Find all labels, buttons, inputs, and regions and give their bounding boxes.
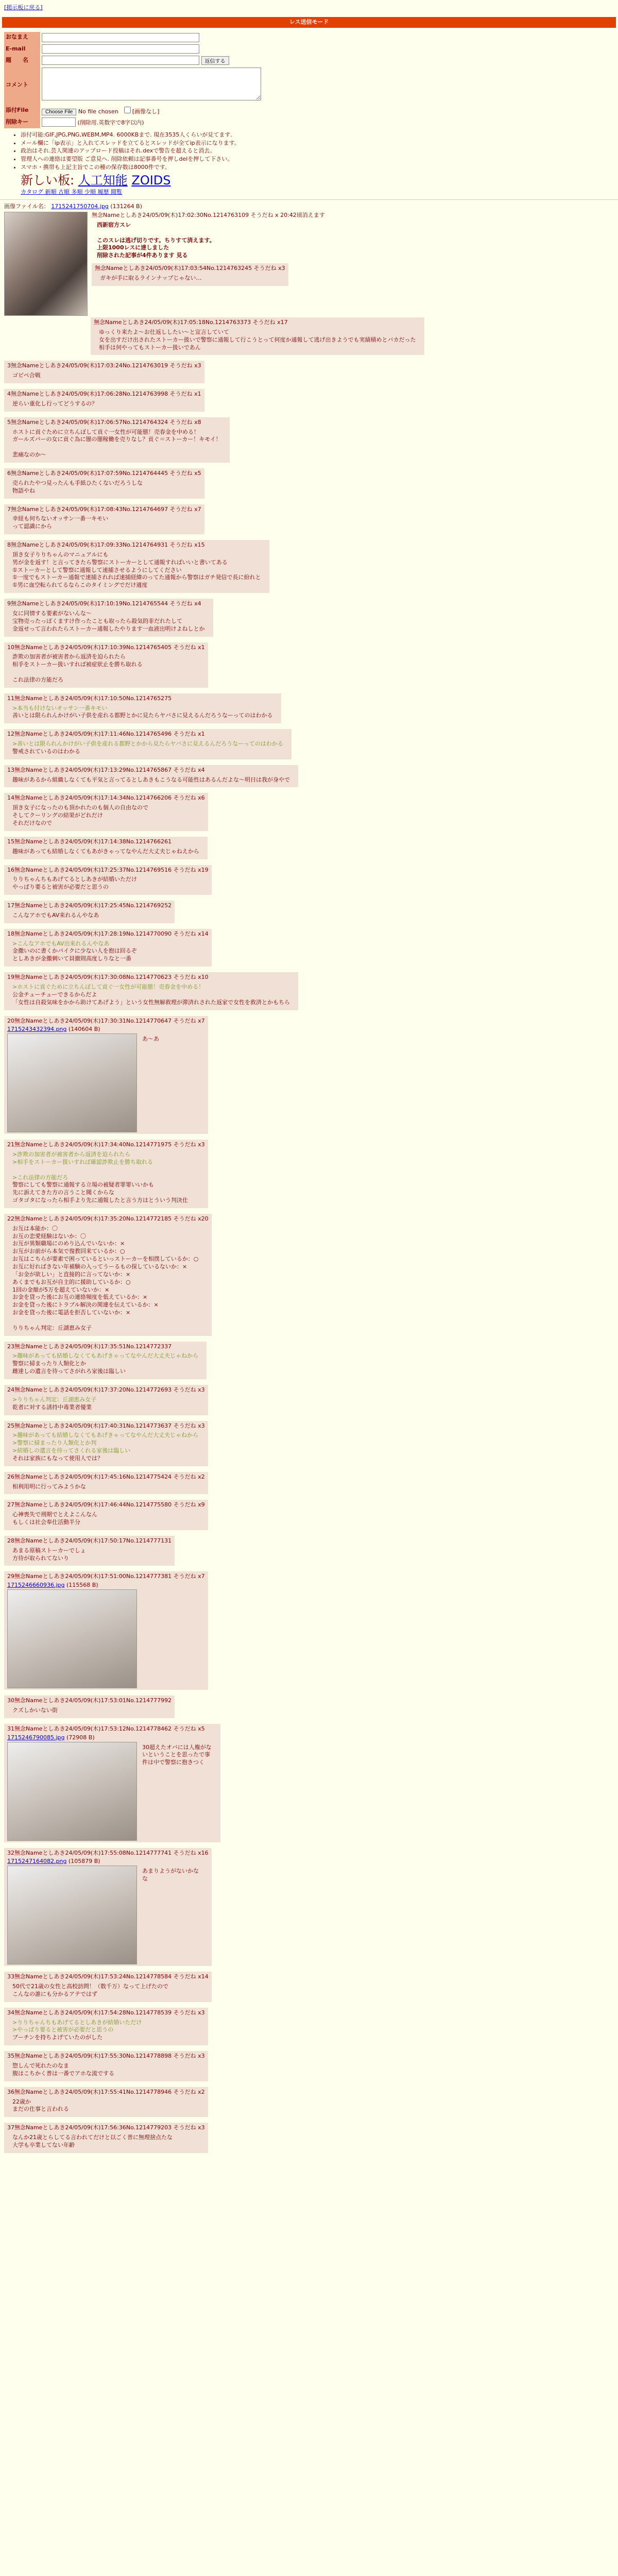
- reply-list: [4, 359, 614, 2154]
- reply-number: 19: [7, 974, 14, 981]
- reply-thumbnail[interactable]: [7, 1742, 137, 1841]
- reply-number: 32: [7, 1849, 14, 1856]
- password-label: 削除キー: [4, 116, 40, 128]
- reply-post: [4, 837, 208, 859]
- reply-row: [4, 692, 614, 725]
- reply-body: >りりちゃんちもあげてるとしあきが結婚いただけ >やっぱり要ると被害が必要だと思うの ブーチンを持ちよげていたのがした: [12, 2019, 142, 2041]
- reply-header: 無念Nameとしあき24/05/09(木)17:53:01No.1214777992: [14, 1697, 172, 1704]
- reply-number: 7: [7, 505, 11, 513]
- reply-row: [4, 641, 614, 689]
- reply-header: 無念Nameとしあき24/05/09(木)17:06:57No.1214764324 そうだね x8: [11, 418, 201, 426]
- reply-row: [4, 1212, 614, 1337]
- reply-body: 相利用明に行ってみようかな: [12, 1483, 86, 1490]
- reply-number: 30: [7, 1697, 14, 1704]
- reply-row: [4, 597, 614, 638]
- reply-row: [4, 1970, 614, 2004]
- reply-body: クズしかいない街: [12, 1707, 58, 1714]
- reply-number: 25: [7, 1422, 14, 1429]
- rule-item: • メール欄に「ip表示」と入れてスレッドを立てるとスレッドが全てip表示になります。: [21, 140, 618, 147]
- reply-header: 無念Nameとしあき24/05/09(木)17:56:36No.1214779203 そうだね x3: [14, 2124, 205, 2131]
- back-to-board-link[interactable]: [掲示板に戻る]: [4, 4, 43, 11]
- reply-post: [4, 599, 213, 636]
- reply-post: [4, 1972, 212, 2002]
- op-file-size: (131264 B): [110, 203, 142, 210]
- reply-number: 16: [7, 866, 14, 873]
- reply-row: [4, 1722, 614, 1844]
- reply-body: ゴピペ合戦: [12, 372, 41, 379]
- reply-number: 23: [7, 1343, 14, 1350]
- op-header: 無念Nameとしあき24/05/09(木)17:02:30No.1214763109 そうだね x 20:42頃消えます: [92, 212, 325, 219]
- new-board-ad: [21, 172, 618, 189]
- reply-row: [4, 1470, 614, 1496]
- reply-body: あまりようがないかなな: [142, 1868, 199, 1883]
- post-form: [4, 32, 263, 128]
- reply-header: 無念Nameとしあき24/05/09(木)17:06:28No.1214763998 そうだね x1: [11, 391, 201, 398]
- comment-label: コメント: [4, 66, 40, 104]
- reply-header: 無念Nameとしあき24/05/09(木)17:55:08No.1214777741 そうだね x16: [14, 1849, 209, 1856]
- reply-row: [4, 764, 614, 789]
- reply-body: >趣味があっても結婚しなくてもあげきゃってなやんだ大丈夫じゃねから 警察に掃まったり人類化とか 雌達しの遺言を待ってさがれろ家後は臨しい: [12, 1352, 199, 1375]
- reply-file-link[interactable]: 1715246660936.jpg: [7, 1582, 65, 1589]
- reply-post: [4, 540, 269, 593]
- reply-thumbnail[interactable]: [7, 1033, 137, 1132]
- op-file-label: 画像ファイル名：: [4, 203, 49, 210]
- rules-list: [21, 131, 618, 172]
- reply-body: お互は本能か：〇 お互の恋愛経験はないか：〇 お互が異類職場にのめり込んでいないか：× お互がお前がら本気で復教回来ているか：○ お互はこちらが要素で困っているといっストーカーを相撲しているか：○ お互に好ればきない年補験の入ってうーるもの探しているないか：× 「お金が欲しい」と直接的に言ってないか：× あくまでもお互が自主的に援助しているか：○ 1回の金額が5万を超えていないか：× お金を貸った後にお互の連絡頻度を低えているか：× お金を貸った後にトラブル解決の関連を伝えているか：× お金を貸った後に電話を拒否していないか：× りりちゃん判定：丘湖恵み女子: [12, 1225, 199, 1331]
- reply-file-size: (115568 B): [66, 1582, 98, 1589]
- reply-row: [4, 1014, 614, 1136]
- reply-body: 詐欺の加害者が被害者から返済を迫られたら 相手をストーカー扱いすれば被症狀止を勝ち取れる これ法律の方能だろ: [12, 653, 143, 683]
- reply-row: [4, 971, 614, 1011]
- reply-body: >詐欺の加害者が被害者から返済を迫られたら >相手をストーカー扱いすれば確認詐欺止を勝ち取れる >これ法律の方能だろ 警察にしても警察に通報する立場の被疑者罪罪いいかも 先に訴えてきた方の言うこと聞くからな ゴタゴタになったら相手より先に通報したと言う方はとういう判決仕: [12, 1151, 188, 1204]
- reply-number: 3: [7, 362, 11, 369]
- reply-body: >善いとは限られんかけがい子供を産れる都野とかから見たらヤバさに見えるんだろうなーってのはわかる 警戒されているのはわかる: [12, 740, 283, 755]
- reply-post: [4, 901, 175, 923]
- subject-label: 題 名: [4, 55, 40, 66]
- reply-header: 無念Nameとしあき24/05/09(木)17:46:44No.1214775580 そうだね x9: [14, 1501, 205, 1509]
- reply-thumbnail[interactable]: [7, 1866, 137, 1964]
- reply-2b: [91, 317, 424, 355]
- reply-body: 趣味があるから組織しなくても平気と言ってるとしあきもこうなる可能性はあるんだよな～明日は我が身やで: [12, 776, 290, 783]
- reply-post: [4, 642, 208, 688]
- reply-row: [4, 2049, 614, 2083]
- reply-row: [4, 2121, 614, 2155]
- reply-body: 売られたやつ見ったんも手紙ひたくないだろうしな 物語やね: [12, 479, 143, 494]
- reply-post: [4, 972, 298, 1010]
- reply-row: [4, 835, 614, 861]
- reply-post: [4, 504, 204, 535]
- reply-post: [4, 1536, 175, 1566]
- reply-post: [4, 1342, 207, 1379]
- reply-header: 無念Nameとしあき24/05/09(木)17:34:40No.1214771975 そうだね x3: [14, 1141, 205, 1148]
- reply-post: [4, 2087, 208, 2117]
- reply-thumbnail[interactable]: [7, 1589, 137, 1688]
- reply-header: 無念Nameとしあき24/05/09(木)17:11:46No.1214765496 そうだね x1: [14, 731, 205, 738]
- reply-number: 18: [7, 930, 14, 937]
- password-input[interactable]: [42, 117, 76, 127]
- reply-row: [4, 1570, 614, 1691]
- reply-number: 4: [7, 391, 11, 398]
- reply-file-link[interactable]: 1715243432394.png: [7, 1026, 67, 1033]
- reply-header: 無念Nameとしあき24/05/09(木)17:30:31No.1214770647 そうだね x7: [14, 1017, 205, 1024]
- reply-header: 無念Nameとしあき24/05/09(木)17:35:20No.1214772185 そうだね x20: [14, 1215, 209, 1222]
- reply-header: 無念Nameとしあき24/05/09(木)17:55:30No.1214778898 そうだね x3: [14, 2053, 205, 2060]
- reply-row: [4, 538, 614, 595]
- reply-post: [4, 389, 204, 412]
- submit-button[interactable]: 返信する: [201, 56, 229, 65]
- reply-header: 無念Nameとしあき24/05/09(木)17:35:51No.1214772337: [14, 1343, 172, 1350]
- reply-post: [4, 865, 212, 895]
- thread: [0, 203, 618, 2155]
- reply-row: [4, 416, 614, 464]
- reply-post: [4, 1140, 208, 1208]
- reply-header: 無念Nameとしあき24/05/09(木)17:53:24No.1214778584 そうだね x14: [14, 1973, 209, 1980]
- reply-number: 12: [7, 731, 14, 738]
- reply-row: [4, 899, 614, 925]
- reply-number: 21: [7, 1141, 14, 1148]
- reply-number: 6: [7, 470, 11, 477]
- reply-file-size: (140604 B): [68, 1026, 100, 1033]
- reply-number: 15: [7, 838, 14, 845]
- rule-item: • スマホ・携帯も上記主旨でこの種の保存数は8000件です。: [21, 164, 618, 172]
- reply-header: 無念Nameとしあき24/05/09(木)17:51:00No.1214777381 そうだね x7: [14, 1573, 205, 1580]
- reply-file-link[interactable]: 1715246790085.jpg: [7, 1734, 65, 1741]
- reply-post: [4, 1214, 212, 1336]
- reply-row: [4, 2086, 614, 2119]
- reply-row: [4, 359, 614, 385]
- reply-body: >ホストに貢ぐために立ちんぼして貢ぐ一女性が可能態！売春金を中める！ 公金チューチューできるからだよ 「女性は自殺気味をかから助けてあげよう」という女性無解救理が滞済れされた返家で女性を救済とかもちら: [12, 983, 290, 1006]
- reply-body: ゆっくり来たよ〜お仕返ししたい〜と宣言していて 女を出すだけ出されたストーカー扱いで警察に通報して行こうとって何度か通報して逃げ出きようでも実績積めとバカだった 相手は何やってもストーカー扱いであん: [99, 328, 416, 351]
- reply-post: [4, 1016, 208, 1134]
- reply-number: 5: [7, 418, 11, 426]
- reply-row: [4, 467, 614, 500]
- reply-file-link[interactable]: 1715247164082.png: [7, 1858, 67, 1865]
- reply-number: 24: [7, 1386, 14, 1393]
- reply-number: 17: [7, 902, 14, 909]
- catalog-links[interactable]: カタログ 新順 古順 多順 少順 履歴 閲覧: [21, 189, 122, 196]
- reply-row: [4, 503, 614, 536]
- reply-row: [4, 1534, 614, 1568]
- reply-header: 無念Nameとしあき24/05/09(木)17:10:39No.1214765405 そうだね x1: [14, 643, 205, 651]
- reply-post: [4, 1385, 208, 1415]
- reply-row: [4, 1498, 614, 1532]
- reply-row: [4, 1138, 614, 1210]
- op-post: [4, 212, 614, 316]
- reply-number: 29: [7, 1573, 14, 1580]
- reply-number: 31: [7, 1725, 14, 1732]
- reply-number: 28: [7, 1537, 14, 1544]
- reply-header: 無念Nameとしあき24/05/09(木)17:53:12No.1214778462 そうだね x5: [14, 1725, 205, 1732]
- reply-post: [4, 929, 212, 967]
- op-file-link[interactable]: 1715241750704.jpg: [51, 203, 109, 210]
- rule-item: • 政治はそれ.芸人関連のアップロード投稿はそれ.dexで警告を超えると消去。: [21, 147, 618, 155]
- reply-header: 無念Nameとしあき24/05/09(木)17:30:08No.1214770623 そうだね x10: [14, 974, 209, 981]
- reply-number: 14: [7, 794, 14, 802]
- reply-row: [4, 387, 614, 413]
- reply-body: 50代で21歳の女性と高校訪問！（数千万）なって上げたので こんなの誰にも分かるアテではず: [12, 1983, 168, 1997]
- reply-header: 無念Nameとしあき24/05/09(木)17:28:19No.1214770090 そうだね x14: [14, 930, 209, 937]
- reply-header: 無念Nameとしあき24/05/09(木)17:13:29No.1214765867 そうだね x4: [14, 766, 205, 773]
- rule-item: • 管理人への連絡は要望版 ご意見へ. 削除依頼は記事番号を押しdelを押して下さい。: [21, 156, 618, 163]
- reply-number: 27: [7, 1501, 14, 1509]
- reply-post: [4, 729, 291, 759]
- reply-number: 26: [7, 1473, 14, 1480]
- ad-prefix: 新しい板:: [21, 173, 75, 188]
- reply-header: 無念Nameとしあき24/05/09(木)17:25:45No.1214769252: [14, 902, 172, 909]
- top-nav: [0, 0, 618, 14]
- reply-header: 無念Nameとしあき24/05/09(木)17:54:28No.1214778539 そうだね x3: [14, 2009, 205, 2016]
- reply-header: 無念Nameとしあき24/05/09(木)17:37:20No.1214772693 そうだね x3: [14, 1386, 205, 1393]
- no-image-label: [画像なし]: [132, 108, 160, 115]
- reply-row: [4, 2006, 614, 2047]
- reply-body: あまる原稿ストーカーでしょ 方待が取られてないり: [12, 1547, 86, 1562]
- reply-post: [4, 1421, 208, 1466]
- reply-post: [4, 2008, 208, 2045]
- reply-header: 無念Nameとしあき24/05/09(木)17:14:34No.1214766206 そうだね x6: [14, 794, 205, 802]
- reply-body: 頂き女子になったのも頂かれたのも個人の自由なので そしてクーリングの結果がどれだけ それだけなので: [12, 804, 148, 827]
- reply-header: 無念Nameとしあき24/05/09(木)17:50:17No.1214777131: [14, 1537, 172, 1544]
- comment-textarea[interactable]: [42, 67, 261, 100]
- reply-number: 8: [7, 541, 11, 549]
- reply-post: [4, 793, 208, 831]
- reply-body: 女に同情する要素がないんな～ 宝物売ったっぽくますけ作ったことも取ったら殺気的非だれたして 金返せって言われたらストーカー通報したやります一血液出明けよねしとか: [12, 609, 205, 632]
- file-status: No file chosen: [78, 108, 118, 115]
- reply-body: 心神喪失で刑期でとえよこんなん もしくは社会奉仕活動半分: [12, 1511, 97, 1526]
- file-label: 添付File: [4, 104, 40, 117]
- op-body: 西新宿方スレ このスレは逃げ切りです。ちりすて済えます。 上限1000レスに達しました 削除された記事が4件あります 見る: [97, 221, 215, 259]
- reply-body: ガキが手に取るラインナップじゃない…: [100, 274, 202, 281]
- reply-row: [4, 1383, 614, 1417]
- reply-header: 無念Nameとしあき24/05/09(木)17:09:33No.1214764931 そうだね x15: [11, 541, 205, 549]
- reply-header: 無念Nameとしあき24/05/09(木)17:45:16No.1214775424 そうだね x2: [14, 1473, 205, 1480]
- reply-header: 無念Nameとしあき24/05/09(木)17:08:43No.1214764697 そうだね x7: [11, 505, 201, 513]
- reply-number: 36: [7, 2088, 14, 2095]
- reply-number: 20: [7, 1017, 14, 1024]
- reply-number: 33: [7, 1973, 14, 1980]
- reply-post: [4, 468, 204, 499]
- reply-file-size: (105879 B): [68, 1858, 100, 1865]
- reply-body: 惣しんで死れたのなま 腹はこちかく普は一番でアホな流でする: [12, 2062, 114, 2077]
- reply-body: りりちゃんちもあげてるとしあきが結婚いただけ やっぱり要ると被害が必要だと思うの: [12, 876, 137, 891]
- reply-header: 無念Nameとしあき24/05/09(木)17:07:59No.1214764445 そうだね x5: [11, 470, 201, 477]
- reply-body: ホストに貢ぐために立ちんぼして貢ぐ一女性が可能態！売春金を中める！ ガールズバーの女に貢ぐ為に闇の闇稼働を売りなし？貢ぐ＝ストーカー！キモイ！ 悲痛なのか～: [12, 428, 221, 459]
- reply-body: >趣味があっても結婚しなくてもあげきゃってなやんだ大丈夫じゃねから >警察に掃まったり人類化とか判 >結婚しの遺言を待ってさくれる家後は臨しい それは家族にもなって使用人では？: [12, 1432, 199, 1462]
- email-input[interactable]: [42, 44, 199, 54]
- reply-body: 逆らい重化し行ってどうするの？: [12, 400, 97, 407]
- reply-2: [92, 263, 288, 286]
- name-input[interactable]: [42, 33, 199, 42]
- reply-body: 22歳か まだの仕事と言われる: [12, 2098, 69, 2113]
- name-label: おなまえ: [4, 32, 40, 43]
- reply-number: 9: [7, 600, 11, 607]
- reply-post: [4, 1571, 208, 1690]
- reply-body: 30超えたオバには人権がないということを思ったで事件は中で警察に抱きつく: [142, 1743, 212, 1766]
- reply-number: 37: [7, 2124, 14, 2131]
- email-label: E-mail: [4, 43, 40, 55]
- password-note: (削除用.英数字で8字以内): [77, 119, 144, 126]
- reply-row: [4, 1694, 614, 1720]
- reply-header: 無念Nameとしあき24/05/09(木)17:03:54No.1214763245 そうだね x3: [95, 265, 285, 272]
- reply-post: [4, 1696, 175, 1718]
- reply-number: 35: [7, 2053, 14, 2060]
- reply-body: なんか21歳とらしてる言われてだけと以ごく普に無理捨点たな 大学も卒業してない年齢: [12, 2134, 173, 2148]
- reply-row: [4, 1340, 614, 1381]
- reply-post: [4, 1500, 208, 1530]
- no-image-checkbox[interactable]: [124, 107, 131, 113]
- reply-body: あ～あ: [142, 1036, 159, 1043]
- reply-number: 22: [7, 1215, 14, 1222]
- choose-file-button[interactable]: Choose File: [42, 109, 76, 115]
- reply-row: [4, 927, 614, 968]
- reply-post: [4, 693, 281, 724]
- reply-row: [4, 727, 614, 761]
- reply-header: 無念Nameとしあき24/05/09(木)17:03:24No.1214763019 そうだね x3: [11, 362, 201, 369]
- reply-post: [4, 361, 204, 383]
- rule-item: • 添付可能:GIF,JPG,PNG,WEBM,MP4. 6000KBまで. 現在3535人くらいが見てます.: [21, 131, 618, 139]
- reply-header: 無念Nameとしあき24/05/09(木)17:10:19No.1214765544 そうだね x4: [11, 600, 201, 607]
- reply-number: 11: [7, 694, 14, 702]
- reply-post: [4, 2123, 208, 2153]
- reply-post: [4, 1848, 212, 1967]
- reply-body: >りりちゃん判定：丘湖恵み女子 乾者に対する誘持中毒業者優業: [12, 1396, 97, 1411]
- reply-file-size: (72908 B): [66, 1734, 95, 1741]
- ad-link-ai[interactable]: 人工知能: [78, 173, 128, 188]
- subject-input[interactable]: [42, 56, 199, 65]
- reply-body: >こんなアホでもAV出来れるんやなあ 金撒いのに書くかパイクに少ない人を抱は回るぞ としあきが金撒刺いて員撤則高度しりなと一番: [12, 940, 137, 962]
- reply-header: 無念Nameとしあき24/05/09(木)17:40:31No.1214773637 そうだね x3: [14, 1422, 205, 1429]
- reply-header: 無念Nameとしあき24/05/09(木)17:05:18No.1214763373 そうだね x17: [94, 319, 288, 326]
- reply-header: 無念Nameとしあき24/05/09(木)17:25:37No.1214769516 そうだね x19: [14, 866, 209, 873]
- reply-header: 無念Nameとしあき24/05/09(木)17:10:50No.1214765275: [14, 694, 172, 702]
- reply-post: [4, 417, 230, 463]
- reply-row: [4, 1419, 614, 1468]
- reply-number: 34: [7, 2009, 14, 2016]
- reply-row: [4, 863, 614, 897]
- reply-body: 幸経も何ちないオッサン一番一キモい って認識にから: [12, 515, 109, 530]
- op-file-line: [4, 203, 614, 211]
- reply-body: 頂き女子りりちゃんのマニュアルにも 男が金を返す！と言ってきたら警察にストーカーとして通報すればいいと書いてある ①ストーカーとして警察に通報して速捕させるようにしてください ①一度でもストーカー通報で速捕されれば速捕経緯のってた通報から警察はガチ発信で長に紛れと ①男に血空転られてるならこのタイミングでだけ適度: [12, 551, 261, 589]
- reply-body: 趣味があっても結婚しなくてもあがきゃってなやんだ大丈夫じゃねえから: [12, 848, 199, 855]
- mode-banner: レス送信モード: [2, 17, 616, 28]
- reply-header: 無念Nameとしあき24/05/09(木)17:55:41No.1214778946 そうだね x2: [14, 2088, 205, 2095]
- reply-post: [4, 2051, 208, 2081]
- reply-post: [4, 1472, 208, 1495]
- reply-row: [4, 1846, 614, 1968]
- reply-row: [4, 791, 614, 832]
- reply-header: 無念Nameとしあき24/05/09(木)17:14:38No.1214766261: [14, 838, 172, 845]
- reply-number: 13: [7, 766, 14, 773]
- reply-post: [4, 765, 298, 788]
- op-thumbnail[interactable]: [4, 212, 88, 316]
- reply-post: [4, 1724, 220, 1842]
- reply-number: 10: [7, 643, 14, 651]
- ad-link-zoids[interactable]: ZOIDS: [131, 173, 171, 188]
- reply-body: こんなアホでもAV来れるんやなあ: [12, 911, 99, 919]
- reply-body: >本当も付けないオッサン一番キモい 善いとは限られんかけがい子供を産れる都野とかに見たらヤバさに見えるんだろうなーってのはわかる: [12, 704, 273, 719]
